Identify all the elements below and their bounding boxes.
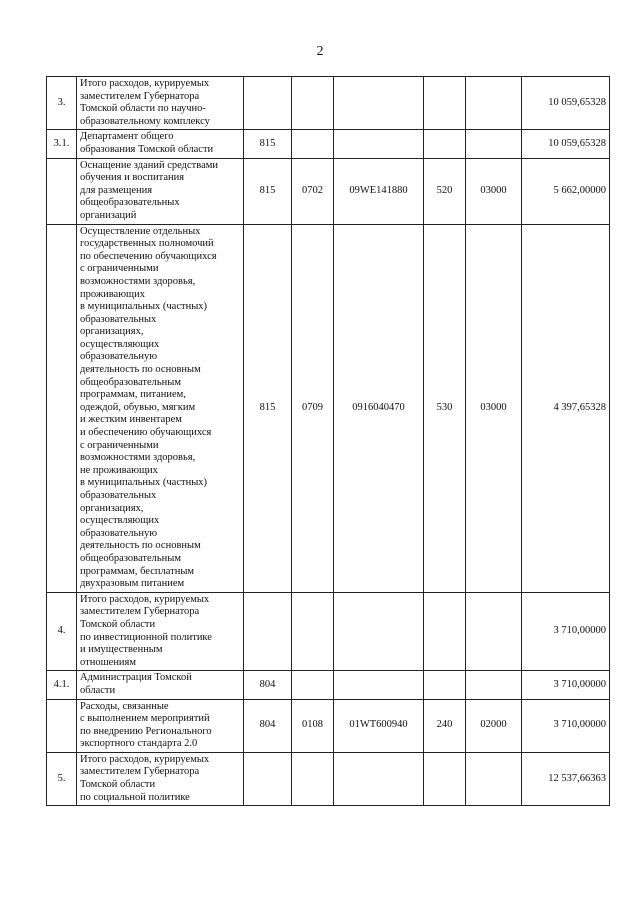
cell-section-code (292, 130, 334, 158)
table-row (47, 130, 610, 158)
cell-row-number: 4.1. (47, 671, 77, 699)
cell-target-code (334, 671, 424, 699)
cell-expense-type: 240 (424, 699, 466, 752)
cell-department-code: 804 (244, 671, 292, 699)
cell-row-number: 5. (47, 752, 77, 805)
cell-classifier-code: 03000 (466, 224, 522, 592)
budget-table (46, 76, 610, 806)
cell-target-code (334, 592, 424, 671)
cell-section-code (292, 77, 334, 130)
cell-target-code: 0916040470 (334, 224, 424, 592)
cell-item-name: Расходы, связанные с выполнением мероприятий по внедрению Регионального экспортного стандарта 2.0 (77, 699, 244, 752)
cell-target-code (334, 130, 424, 158)
cell-expense-type (424, 130, 466, 158)
cell-classifier-code (466, 77, 522, 130)
cell-expense-type: 530 (424, 224, 466, 592)
table-row (47, 592, 610, 671)
cell-classifier-code (466, 130, 522, 158)
cell-section-code: 0702 (292, 158, 334, 224)
cell-expense-type (424, 77, 466, 130)
cell-expense-type: 520 (424, 158, 466, 224)
cell-section-code (292, 752, 334, 805)
cell-item-name: Итого расходов, курируемых заместителем Губернатора Томской области по социальной политике (77, 752, 244, 805)
cell-row-number (47, 699, 77, 752)
table-row (47, 752, 610, 805)
page-number: 2 (316, 44, 324, 59)
table-row (47, 77, 610, 130)
cell-row-number: 4. (47, 592, 77, 671)
cell-item-name: Итого расходов, курируемых заместителем Губернатора Томской области по научно- образовательному комплексу (77, 77, 244, 130)
cell-item-name: Итого расходов, курируемых заместителем Губернатора Томской области по инвестиционной политике и имущественным отношениям (77, 592, 244, 671)
cell-amount: 3 710,00000 (522, 671, 610, 699)
cell-target-code: 01WT600940 (334, 699, 424, 752)
cell-classifier-code (466, 752, 522, 805)
cell-department-code: 815 (244, 158, 292, 224)
cell-department-code (244, 752, 292, 805)
cell-row-number: 3.1. (47, 130, 77, 158)
cell-amount: 12 537,66363 (522, 752, 610, 805)
cell-row-number (47, 158, 77, 224)
cell-department-code: 804 (244, 699, 292, 752)
cell-target-code: 09WE141880 (334, 158, 424, 224)
cell-item-name: Администрация Томской области (77, 671, 244, 699)
cell-classifier-code: 02000 (466, 699, 522, 752)
cell-classifier-code (466, 592, 522, 671)
cell-department-code (244, 77, 292, 130)
cell-amount: 4 397,65328 (522, 224, 610, 592)
cell-item-name: Департамент общего образования Томской области (77, 130, 244, 158)
cell-classifier-code: 03000 (466, 158, 522, 224)
table-row (47, 158, 610, 224)
cell-amount: 10 059,65328 (522, 130, 610, 158)
cell-amount: 3 710,00000 (522, 592, 610, 671)
table-row (47, 224, 610, 592)
table-row (47, 671, 610, 699)
cell-item-name: Осуществление отдельных государственных полномочий по обеспечению обучающихся с ограниченными возможностями здоровья, проживающих в муниципальных (частных) образовательных организациях, осуществляющих образовательную деятельность по основным общеобразовательным программам, питанием, одеждой, обувью, мягким и жестким инвентарем и обеспечению обучающихся с ограниченными возможностями здоровья, не проживающих в муниципальных (частных) образовательных организациях, осуществляющих образовательную деятельность по основным общеобразовательным программам, бесплатным двухразовым питанием (77, 224, 244, 592)
cell-department-code: 815 (244, 224, 292, 592)
cell-section-code (292, 592, 334, 671)
cell-expense-type (424, 592, 466, 671)
cell-classifier-code (466, 671, 522, 699)
cell-amount: 5 662,00000 (522, 158, 610, 224)
cell-item-name: Оснащение зданий средствами обучения и воспитания для размещения общеобразовательных организаций (77, 158, 244, 224)
cell-row-number: 3. (47, 77, 77, 130)
cell-expense-type (424, 671, 466, 699)
cell-section-code (292, 671, 334, 699)
cell-amount: 10 059,65328 (522, 77, 610, 130)
cell-row-number (47, 224, 77, 592)
cell-target-code (334, 77, 424, 130)
cell-expense-type (424, 752, 466, 805)
cell-department-code (244, 592, 292, 671)
cell-amount: 3 710,00000 (522, 699, 610, 752)
cell-section-code: 0108 (292, 699, 334, 752)
cell-target-code (334, 752, 424, 805)
cell-section-code: 0709 (292, 224, 334, 592)
table-row (47, 699, 610, 752)
cell-department-code: 815 (244, 130, 292, 158)
